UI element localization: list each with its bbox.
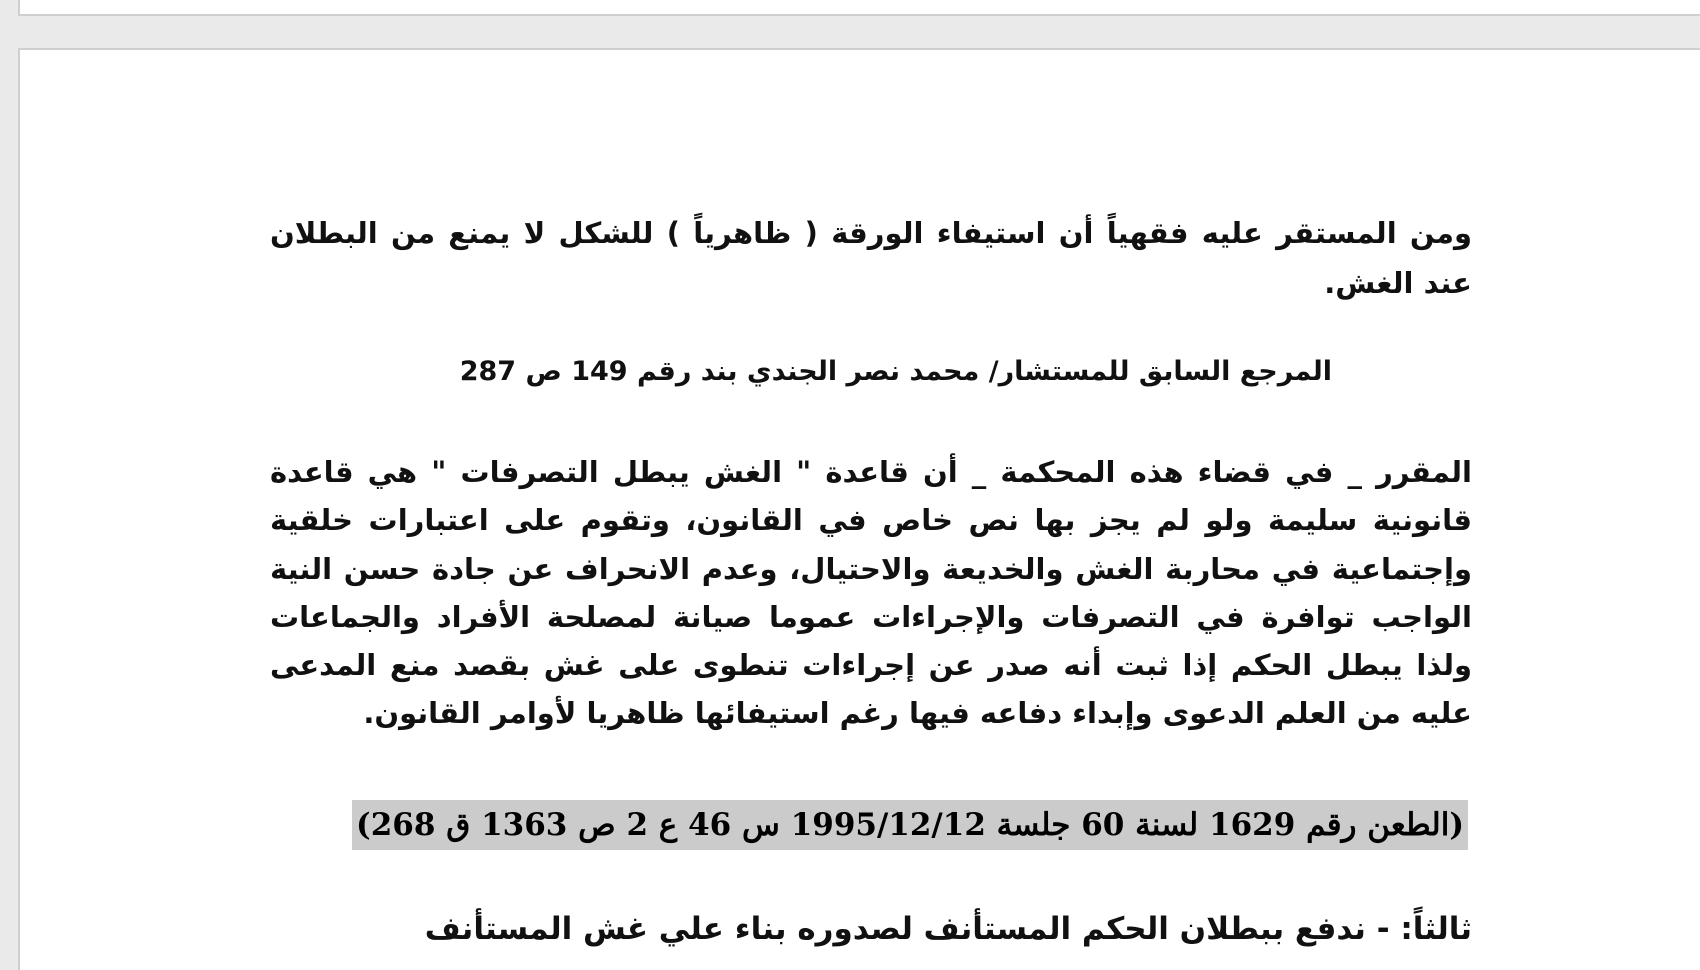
paragraph-court-rule: المقرر _ في قضاء هذه المحكمة _ أن قاعدة " الغش يبطل التصرفات " هي قاعدة قانونية سليمة ولو لم يجز بها نص خاص في القانون، وتقوم على اعتبارات خلقية وإجتماعية في محاربة الغش والخديعة والاحتيال، وعدم الانحراف عن جادة حسن النية الواجب توافرة في التصرفات والإجراءات عموما صيانة لمصلحة الأفراد والجماعات ولذا يبطل الحكم إذا ثبت أنه صدر عن إجراءات تنطوى على غش بقصد منع المدعى عليه من العلم الدعوى وإبداء دفاعه فيها رغم استيفائها ظاهريا لأوامر القانون. [270,455,1472,731]
previous-page [18,0,1700,16]
reference-line: المرجع السابق للمستشار/ محمد نصر الجندي بند رقم 149 ص 287 [459,356,1332,387]
citation-container [280,800,1468,850]
citation-highlighted: (الطعن رقم 1629 لسنة 60 جلسة 1995/12/12 س 46 ع 2 ص 1363 ق 268) [352,800,1468,850]
paragraph-doctrine: ومن المستقر عليه فقهياً أن استيفاء الورقة ( ظاهرياً ) للشكل لا يمنع من البطلان عند الغش. [270,216,1472,300]
paragraph-third-plea: ثالثاً: - ندفع ببطلان الحكم المستأنف لصدوره بناء علي غش المستأنف [424,911,1472,947]
